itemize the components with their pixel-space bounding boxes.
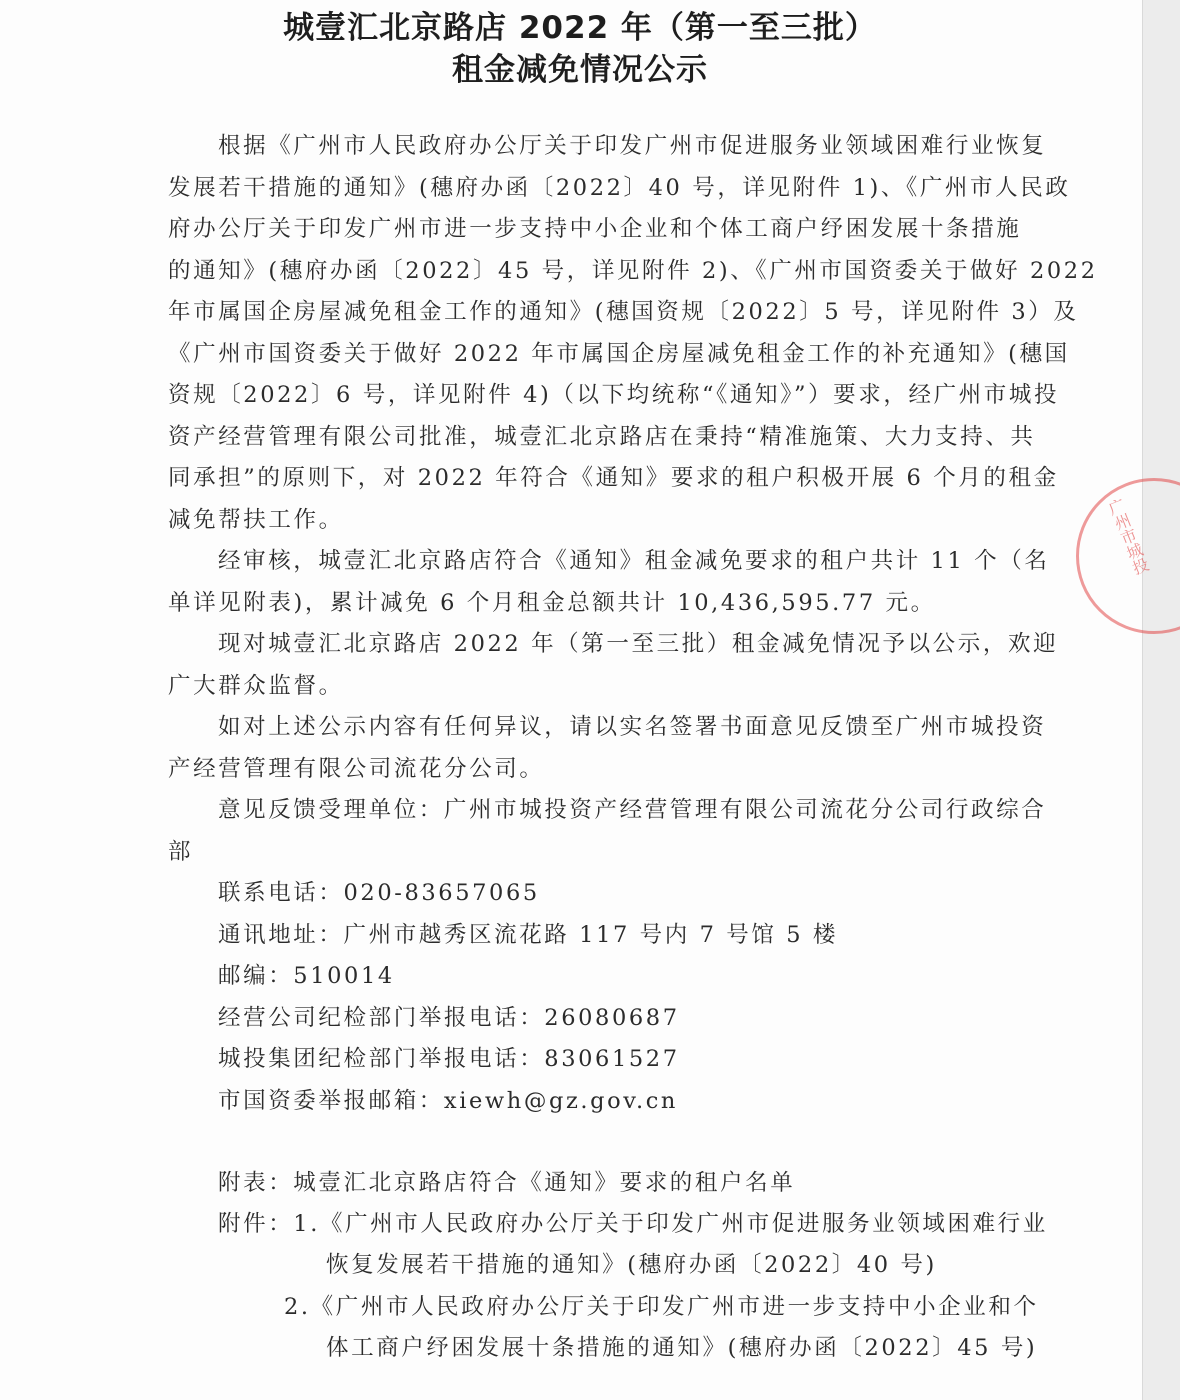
body-line: 根据《广州市人民政府办公厅关于印发广州市促进服务业领域困难行业恢复 bbox=[218, 133, 1047, 159]
attachment-1-cont: 恢复发展若干措施的通知》(穗府办函〔2022〕40 号) bbox=[326, 1252, 937, 1278]
body-line: 资规〔2022〕6 号，详见附件 4)（以下均统称“《通知》”）要求，经广州市城投 bbox=[168, 382, 1060, 408]
body-line: 产经营管理有限公司流花分公司。 bbox=[168, 756, 545, 782]
report-email: 市国资委举报邮箱：xiewh@gz.gov.cn bbox=[218, 1088, 678, 1114]
contact-phone: 联系电话：020-83657065 bbox=[218, 880, 540, 906]
report-phone-company: 经营公司纪检部门举报电话：26080687 bbox=[218, 1005, 680, 1031]
body-line: 府办公厅关于印发广州市进一步支持中小企业和个体工商户纾困发展十条措施 bbox=[168, 216, 1022, 242]
body-line: 经审核，城壹汇北京路店符合《通知》租金减免要求的租户共计 11 个（名 bbox=[218, 548, 1050, 574]
report-phone-group: 城投集团纪检部门举报电话：83061527 bbox=[218, 1046, 680, 1072]
attachment-1: 附件：1.《广州市人民政府办公厅关于印发广州市促进服务业领域困难行业 bbox=[218, 1211, 1048, 1237]
body-line: 如对上述公示内容有任何异议，请以实名签署书面意见反馈至广州市城投资 bbox=[218, 714, 1047, 740]
document-title-line-1: 城壹汇北京路店 2022 年（第一至三批） bbox=[283, 10, 877, 46]
body-line: 减免帮扶工作。 bbox=[168, 507, 344, 533]
body-line: 年市属国企房屋减免租金工作的通知》(穗国资规〔2022〕5 号，详见附件 3）及 bbox=[168, 299, 1079, 325]
appendix-table: 附表：城壹汇北京路店符合《通知》要求的租户名单 bbox=[218, 1170, 796, 1196]
body-line: 单详见附表)，累计减免 6 个月租金总额共计 10,436,595.77 元。 bbox=[168, 590, 936, 616]
body-line: 广大群众监督。 bbox=[168, 673, 344, 699]
stamp-text: 广州市城投 bbox=[1103, 496, 1152, 578]
postcode: 邮编：510014 bbox=[218, 963, 395, 989]
body-line: 资产经营管理有限公司批准，城壹汇北京路店在秉持“精准施策、大力支持、共 bbox=[168, 424, 1036, 450]
body-line: 部 bbox=[168, 839, 194, 865]
body-line: 的通知》(穗府办函〔2022〕45 号，详见附件 2)、《广州市国资委关于做好 2022 bbox=[168, 258, 1098, 284]
feedback-unit: 意见反馈受理单位：广州市城投资产经营管理有限公司流花分公司行政综合 bbox=[218, 797, 1047, 823]
attachment-2-cont: 体工商户纾困发展十条措施的通知》(穗府办函〔2022〕45 号) bbox=[326, 1335, 1038, 1361]
attachment-2: 2.《广州市人民政府办公厅关于印发广州市进一步支持中小企业和个 bbox=[284, 1294, 1039, 1320]
body-line: 发展若干措施的通知》(穗府办函〔2022〕40 号，详见附件 1)、《广州市人民政 bbox=[168, 175, 1071, 201]
official-seal-stamp bbox=[1076, 478, 1180, 634]
document-title-line-2: 租金减免情况公示 bbox=[452, 52, 708, 88]
body-line: 同承担”的原则下，对 2022 年符合《通知》要求的租户积极开展 6 个月的租金 bbox=[168, 465, 1059, 491]
body-line: 《广州市国资委关于做好 2022 年市属国企房屋减免租金工作的补充通知》(穗国 bbox=[168, 341, 1070, 367]
body-line: 现对城壹汇北京路店 2022 年（第一至三批）租金减免情况予以公示，欢迎 bbox=[218, 631, 1059, 657]
contact-address: 通讯地址：广州市越秀区流花路 117 号内 7 号馆 5 楼 bbox=[218, 922, 838, 948]
